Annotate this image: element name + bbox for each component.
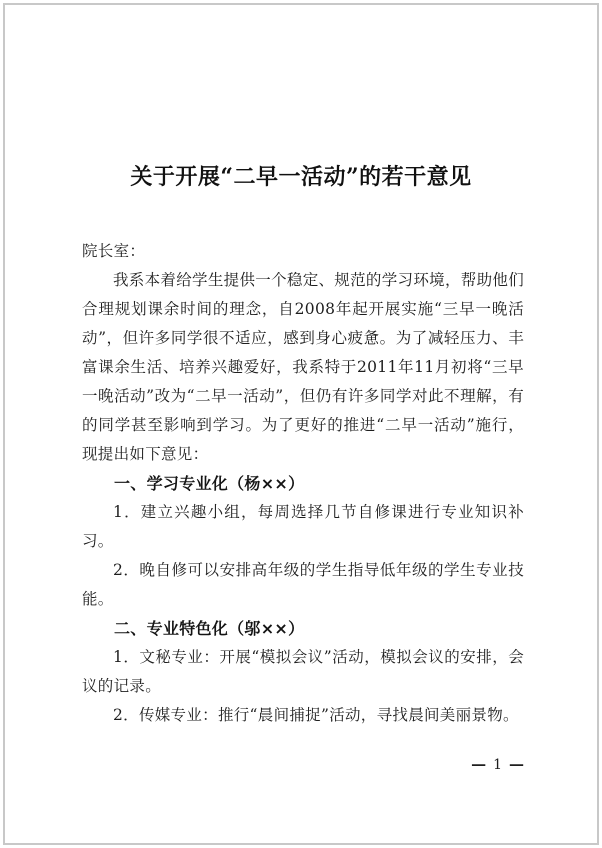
page-number <box>82 755 524 773</box>
page-number-value: 1 <box>493 757 502 773</box>
section1-item-2: 2．晚自修可以安排高年级的学生指导低年级的学生专业技能。 <box>82 561 524 608</box>
page-number-dash-right: — <box>509 755 524 773</box>
document-title: 关于开展“二早一活动”的若干意见 <box>130 164 472 190</box>
document-page <box>3 3 599 845</box>
intro-paragraph: 我系本着给学生提供一个稳定、规范的学习环境，帮助他们合理规划课余时间的理念，自2008年起开展实施“三早一晚活动”，但许多同学很不适应，感到身心疲惫。为了减轻压力、丰富课余生活、培养兴趣爱好，我系特于2011年11月初将“三早一晚活动”改为“二早一活动”，但仍有许多同学对此不理解，有的同学甚至影响到学习。为了更好的推进“二早一活动”施行，现提出如下意见： <box>82 271 524 463</box>
salutation: 院长室： <box>82 242 146 260</box>
section2-item-1: 1．文秘专业：开展“模拟会议”活动，模拟会议的安排，会议的记录。 <box>82 648 524 695</box>
section2-item-2: 2．传媒专业：推行“晨间捕捉”活动，寻找晨间美丽景物。 <box>113 706 519 724</box>
section1-item-1: 1．建立兴趣小组，每周选择几节自修课进行专业知识补习。 <box>82 503 524 550</box>
page-number-dash-left: — <box>471 755 487 773</box>
document-body <box>82 237 524 730</box>
section-heading-2: 二、专业特色化（邬××） <box>114 619 305 638</box>
section-heading-1: 一、学习专业化（杨××） <box>114 474 305 493</box>
